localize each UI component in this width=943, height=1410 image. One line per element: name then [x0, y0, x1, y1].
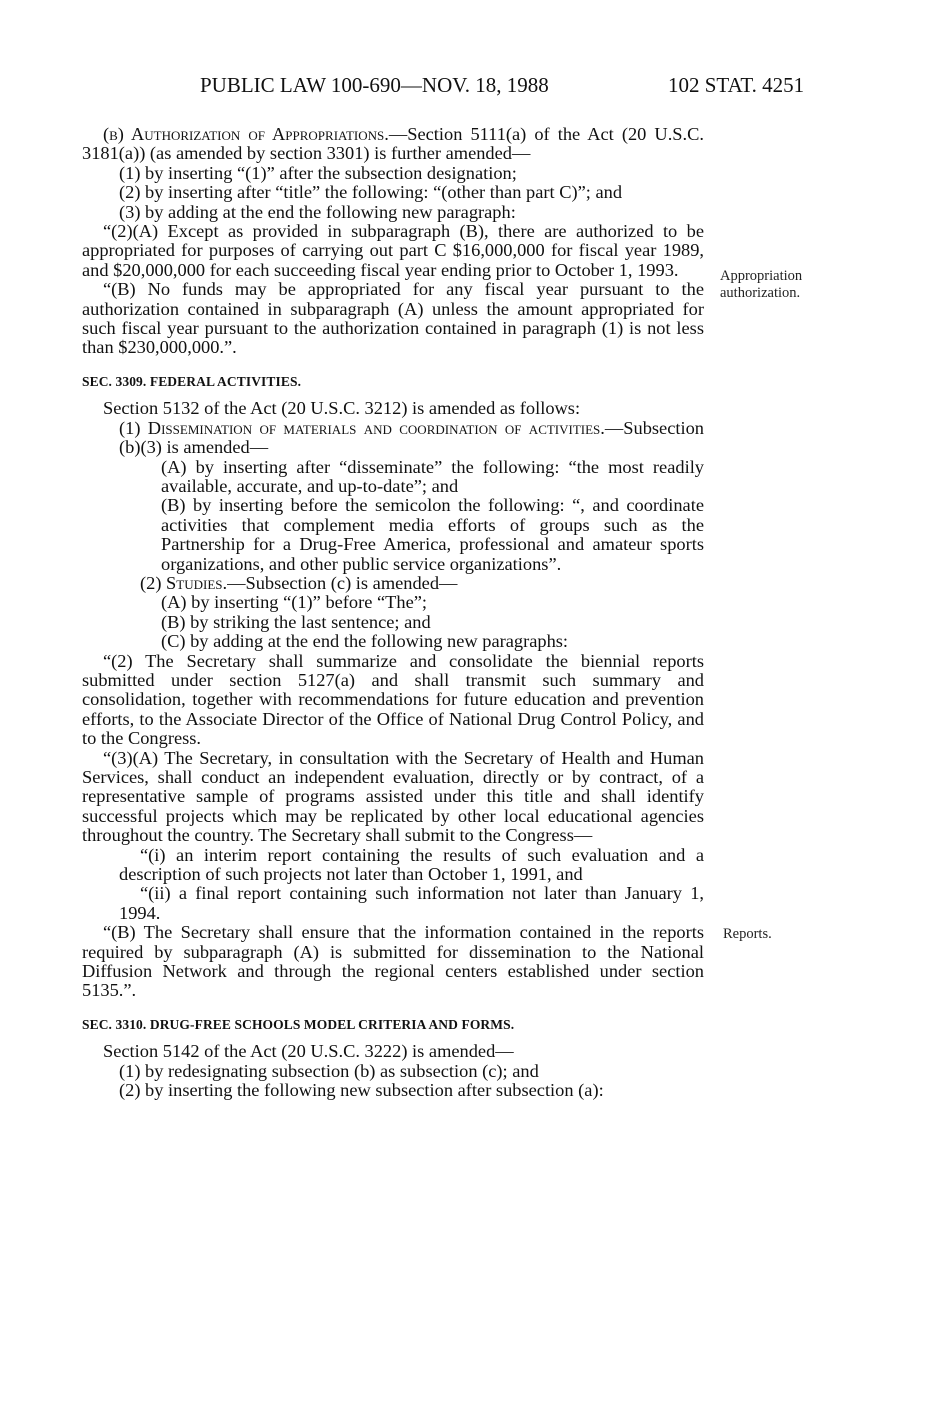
- paragraph-item: [82, 419, 704, 458]
- paragraph-text: —Subsection (c) is amended—: [227, 572, 458, 593]
- paragraph-subitem: (A) by inserting after “disseminate” the following: “the most readily available, accurate, and up-to-date”; and: [161, 456, 704, 496]
- item-heading: Studies.: [166, 572, 228, 593]
- paragraph-authorization: [82, 125, 704, 164]
- paragraph-text: Section 5132 of the Act (20 U.S.C. 3212) is amended as follows:: [103, 398, 581, 419]
- running-header-stat-page: 102 STAT. 4251: [668, 73, 805, 97]
- item-heading: (1) Dissemination of materials and coordination of activities.: [119, 417, 605, 438]
- paragraph-text: Section 5142 of the Act (20 U.S.C. 3222) is amended—: [103, 1041, 514, 1062]
- subsection-heading: (b) Authorization of Appropriations.: [103, 124, 389, 144]
- item-number: (2): [140, 572, 167, 593]
- paragraph-quoted: “(2) The Secretary shall summarize and consolidate the biennial reports submitted under section 5127(a) and shall transmit such summary and consolidation, together with recommendations for future education and prevention efforts, to the Associate Director of the Office of National Drug Control Policy, and to the Congress.: [82, 650, 704, 749]
- paragraph-subitem: (B) by inserting before the semicolon the following: “, and coordinate activities that complement media efforts of groups such as the Partnership for a Drug-Free America, professional and amateur sports organizations, and other public service organizations”.: [161, 495, 704, 574]
- paragraph-subitem: (C) by adding at the end the following new paragraphs:: [161, 631, 569, 652]
- document-body: [82, 125, 704, 1101]
- paragraph-text: —Section 5111(a) of the Act (20 U.S.C. 3181(a)) (as amended by section 3301) is further amended—: [82, 124, 704, 164]
- paragraph-quoted: “(B) No funds may be appropriated for any fiscal year pursuant to the authorization contained in subparagraph (A) unless the amount appropriated for such fiscal year pursuant to the authorization contained in paragraph (1) is not less than $230,000,000.”.: [82, 279, 704, 358]
- paragraph-subitem: (B) by striking the last sentence; and: [161, 611, 431, 632]
- paragraph-item: (3) by adding at the end the following new paragraph:: [119, 201, 516, 222]
- paragraph-item: (1) by inserting “(1)” after the subsection designation;: [119, 162, 517, 183]
- paragraph-text: —Subsection (b)(3) is amended—: [119, 417, 704, 458]
- paragraph-quoted: “(2)(A) Except as provided in subparagraph (B), there are authorized to be appropriated for purposes of carrying out part C $16,000,000 for fiscal year 1989, and $20,000,000 for each succeeding fiscal year ending prior to October 1, 1993.: [82, 221, 704, 280]
- paragraph-subitem: (A) by inserting “(1)” before “The”;: [161, 592, 428, 613]
- margin-note-reports: Reports.: [723, 926, 772, 942]
- paragraph-quoted-subitem: “(i) an interim report containing the results of such evaluation and a description of such projects not later than October 1, 1991, and: [119, 844, 704, 885]
- section-heading-3310: SEC. 3310. DRUG-FREE SCHOOLS MODEL CRITERIA AND FORMS.: [82, 1016, 515, 1032]
- paragraph-quoted: “(B) The Secretary shall ensure that the information contained in the reports required by subparagraph (A) is submitted for dissemination to the National Diffusion Network and through the regional centers established under section 5135.”.: [82, 922, 704, 1001]
- paragraph-item: (2) by inserting the following new subsection after subsection (a):: [119, 1080, 604, 1101]
- margin-note-appropriation: [720, 268, 830, 302]
- margin-note-appropriation-text: Appropriation authorization.: [720, 268, 803, 301]
- running-header-title: PUBLIC LAW 100-690—NOV. 18, 1988: [200, 73, 549, 97]
- paragraph-item: (1) by redesignating subsection (b) as subsection (c); and: [119, 1060, 539, 1081]
- section-heading-3309: SEC. 3309. FEDERAL ACTIVITIES.: [82, 373, 302, 389]
- paragraph-item: [82, 574, 704, 593]
- paragraph-quoted: “(3)(A) The Secretary, in consultation with the Secretary of Health and Human Services, shall conduct an independent evaluation, directly or by contract, of a representative sample of programs assisted under this title and shall identify successful projects which may be replicated by other local educational agencies throughout the country. The Secretary shall submit to the Congress—: [82, 747, 704, 846]
- paragraph-item: (2) by inserting after “title” the following: “(other than part C)”; and: [119, 182, 623, 203]
- paragraph-quoted-subitem: “(ii) a final report containing such information not later than January 1, 1994.: [119, 883, 704, 923]
